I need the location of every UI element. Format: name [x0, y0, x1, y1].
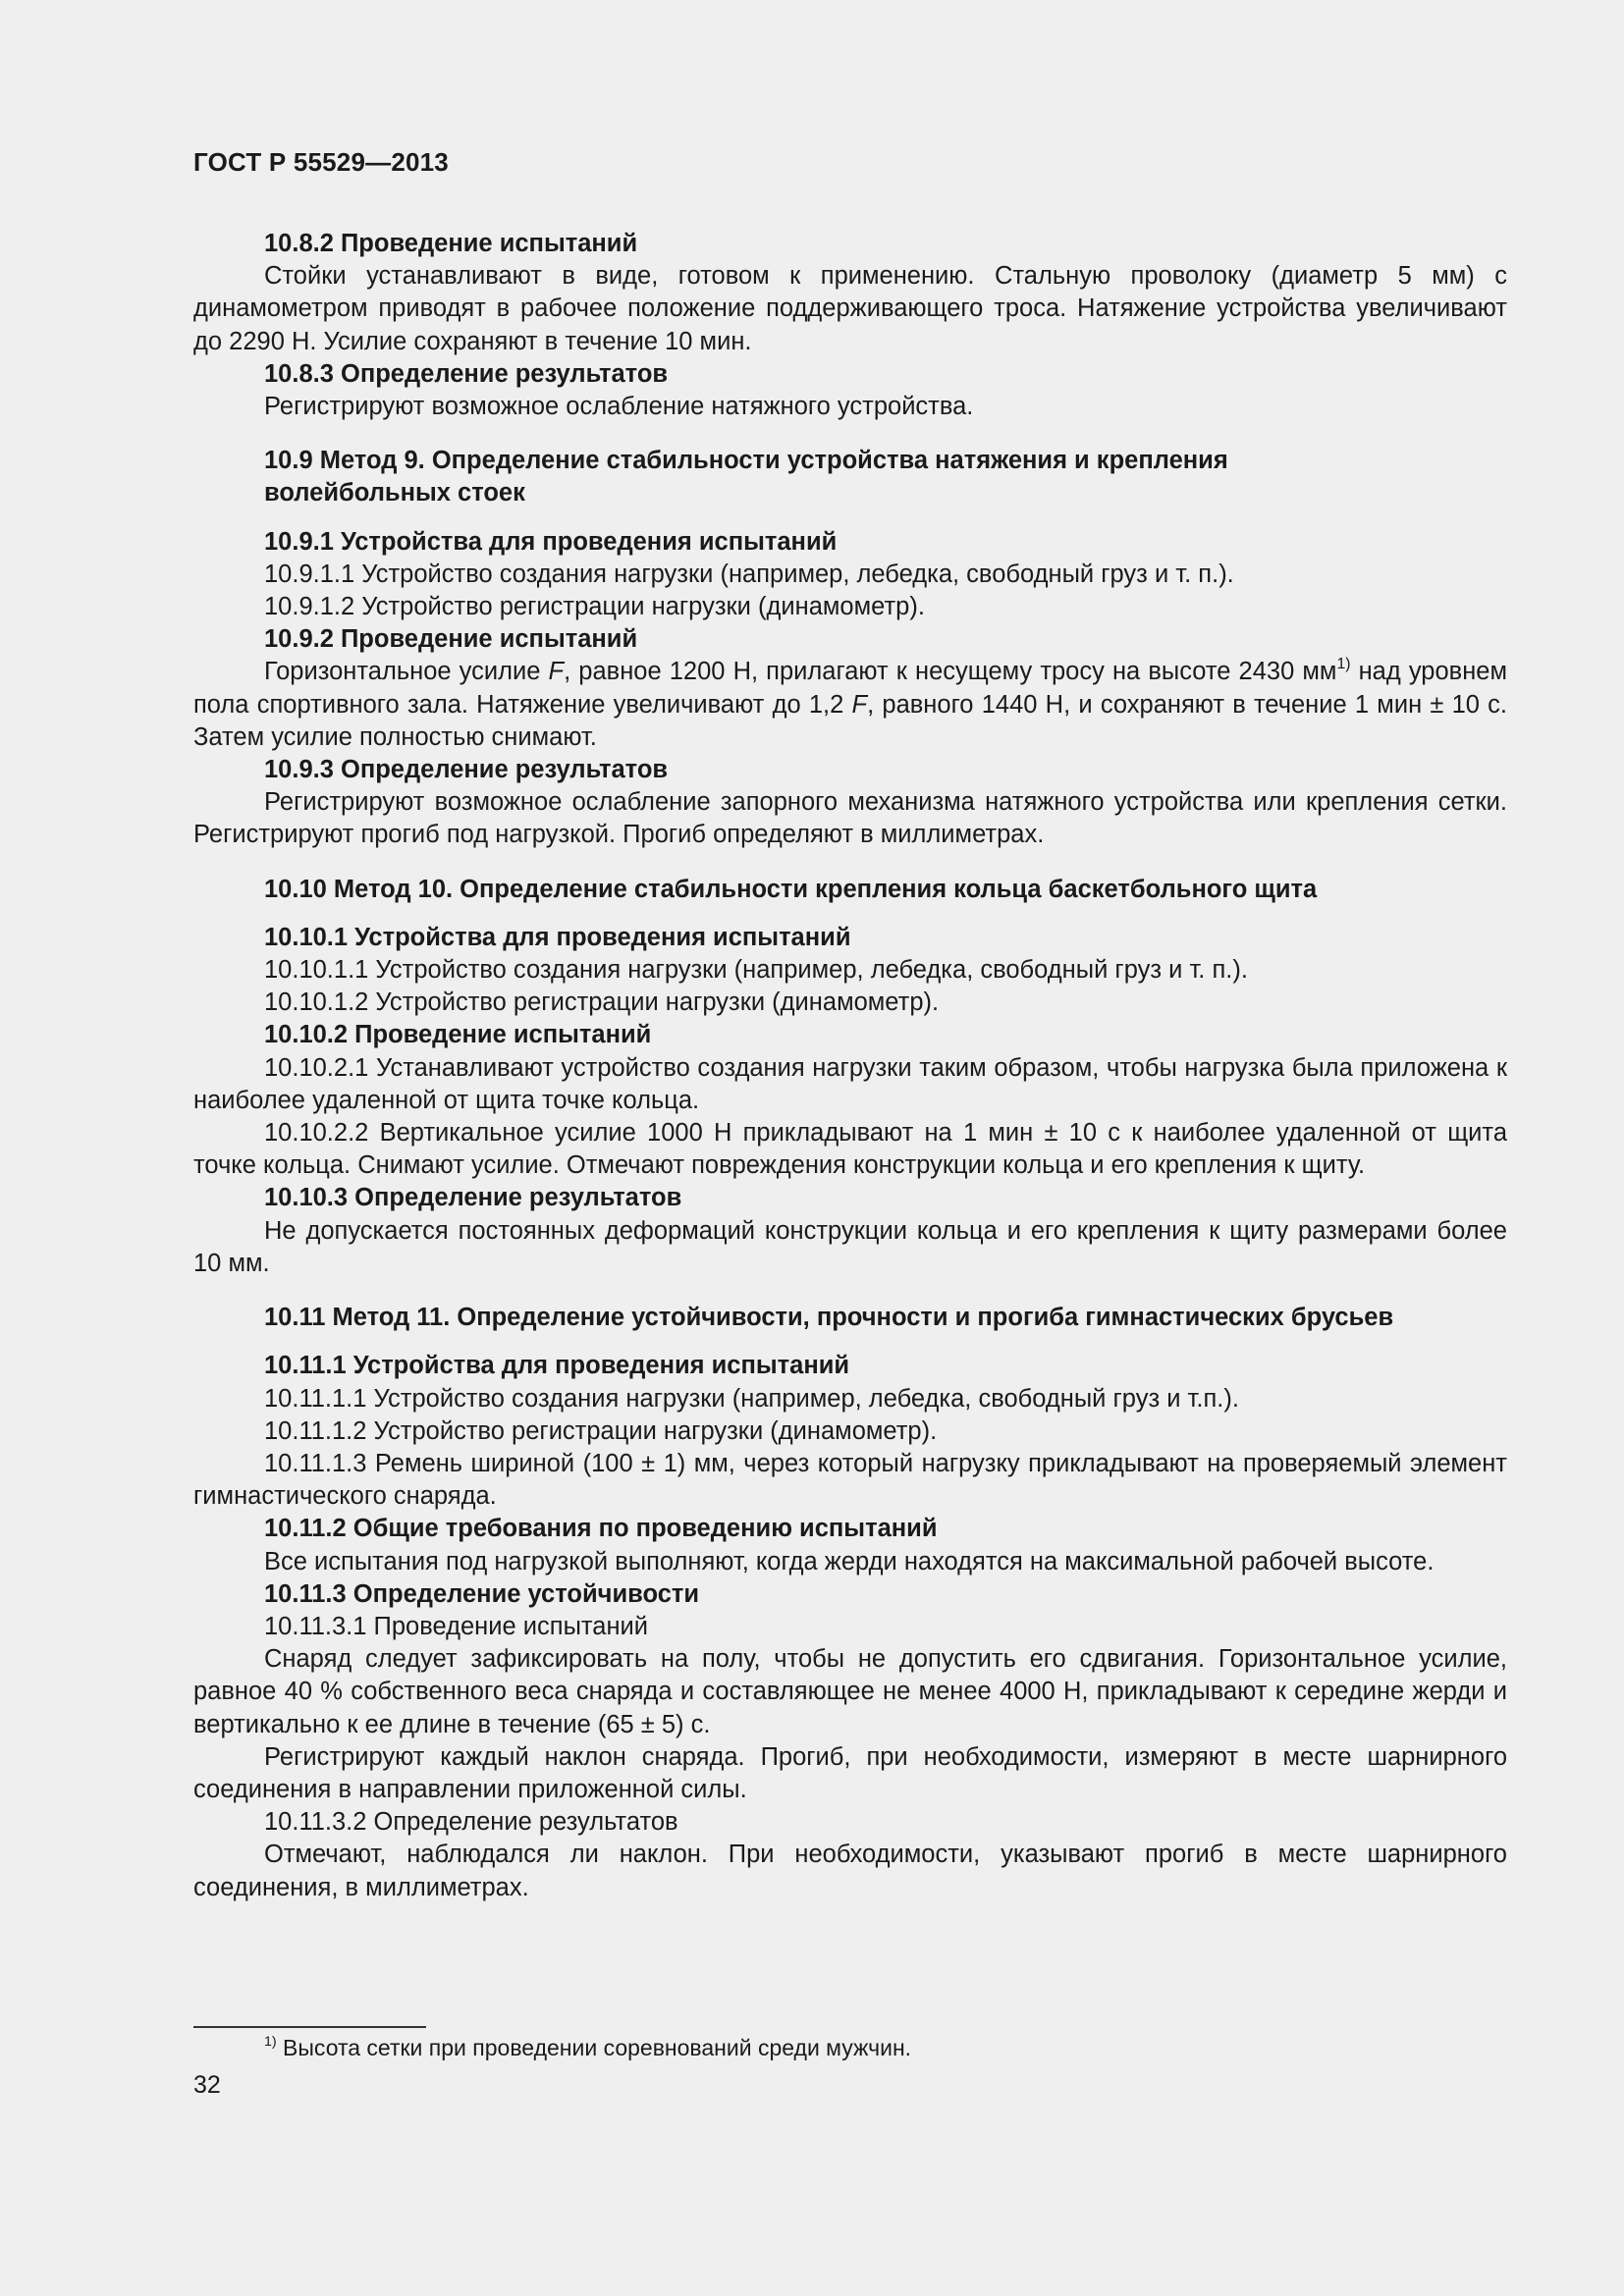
paragraph: 10.11.1.3 Ремень шириной (100 ± 1) мм, через который нагрузку прикладывают на проверяемый элемент гимнастического снаряда.: [193, 1449, 1507, 1511]
section-spacer: [193, 906, 1507, 922]
paragraph: 10.9.1.1 Устройство создания нагрузки (например, лебедка, свободный груз и т. п.).: [264, 560, 1234, 588]
paragraph: Регистрируют возможное ослабление запорного механизма натяжного устройства или крепления сетки. Регистрируют прогиб под нагрузкой. Прогиб определяют в миллиметрах.: [193, 788, 1507, 849]
section-spacer: [193, 1334, 1507, 1350]
footnote-mark: 1): [264, 2033, 277, 2050]
section-heading: 10.9 Метод 9. Определение стабильности устройства натяжения и крепления волейбольных стоек: [264, 447, 1228, 507]
paragraph: 10.10.2.2 Вертикальное усилие 1000 Н прикладывают на 1 мин ± 10 с к наиболее удаленной от щита точке кольца. Снимают усилие. Отмечают повреждения конструкции кольца и его крепления к щиту.: [193, 1119, 1507, 1180]
document-header: ГОСТ Р 55529—2013: [193, 147, 449, 177]
paragraph: 10.10.1.2 Устройство регистрации нагрузки (динамометр).: [264, 988, 940, 1017]
section-heading: 10.9.1 Устройства для проведения испытаний: [264, 527, 838, 556]
section-spacer: [193, 852, 1507, 874]
footnote-divider: [193, 2026, 426, 2028]
section-heading: 10.8.3 Определение результатов: [264, 359, 669, 388]
footnote-ref: 1): [1336, 656, 1351, 673]
paragraph: Снаряд следует зафиксировать на полу, чтобы не допустить его сдвигания. Горизонтальное усилие, равное 40 % собственного веса снаряда и составляющее не менее 4000 Н, прикладывают к середине жерди и вертикально к ее длине в течение (65 ± 5) с.: [193, 1645, 1507, 1738]
section-heading: 10.9.2 Проведение испытаний: [264, 625, 638, 654]
section-heading: 10.8.2 Проведение испытаний: [264, 230, 638, 257]
text-run: , равное 1200 Н, прилагают к несущему тросу на высоте 2430 мм: [564, 658, 1337, 686]
text-run: F: [548, 658, 565, 686]
paragraph: Не допускается постоянных деформаций конструкции кольца и его крепления к щиту размерами более 10 мм.: [193, 1216, 1507, 1277]
text-run: над уровнем пола спортивного зала. Натяжение увеличивают до 1,2: [193, 658, 1508, 719]
paragraph: Отмечают, наблюдался ли наклон. При необходимости, указывают прогиб в месте шарнирного соединения, в миллиметрах.: [193, 1841, 1507, 1901]
footnote: [264, 2033, 911, 2062]
section-heading: 10.10.1 Устройства для проведения испытаний: [264, 923, 851, 951]
text-run: , равного 1440 Н, и сохраняют в течение 1 мин ± 10 с. Затем усилие полностью снимают.: [193, 690, 1507, 751]
section-heading: 10.11.1 Устройства для проведения испытаний: [264, 1352, 850, 1380]
section-heading: 10.10.2 Проведение испытаний: [264, 1021, 652, 1049]
section-spacer: [193, 510, 1507, 526]
section-heading: 10.10.3 Определение результатов: [264, 1184, 682, 1212]
paragraph: 10.11.3.1 Проведение испытаний: [264, 1612, 649, 1640]
document-body: [193, 228, 1507, 1904]
text-run: F: [851, 690, 868, 719]
paragraph: 10.11.3.2 Определение результатов: [264, 1808, 678, 1837]
paragraph: 10.11.1.2 Устройство регистрации нагрузки (динамометр).: [264, 1416, 938, 1445]
paragraph: 10.10.1.1 Устройство создания нагрузки (например, лебедка, свободный груз и т. п.).: [264, 956, 1248, 985]
section-heading: 10.11.3 Определение устойчивости: [264, 1579, 700, 1608]
footnote-text: Высота сетки при проведении соревнований среди мужчин.: [276, 2035, 912, 2060]
paragraph: [193, 656, 1507, 754]
section-heading: 10.11.2 Общие требования по проведению испытаний: [264, 1515, 938, 1543]
paragraph: 10.10.2.1 Устанавливают устройство создания нагрузки таким образом, чтобы нагрузка была приложена к наиболее удаленной от щита точке кольца.: [193, 1053, 1507, 1114]
section-heading: 10.9.3 Определение результатов: [264, 756, 669, 784]
text-run: Горизонтальное усилие: [264, 658, 549, 686]
section-heading: 10.10 Метод 10. Определение стабильности крепления кольца баскетбольного щита: [264, 875, 1318, 903]
paragraph: Регистрируют каждый наклон снаряда. Прогиб, при необходимости, измеряют в месте шарнирного соединения в направлении приложенной силы.: [193, 1742, 1507, 1803]
paragraph: 10.9.1.2 Устройство регистрации нагрузки (динамометр).: [264, 593, 925, 621]
page-number: 32: [193, 2071, 221, 2099]
section-heading: 10.11 Метод 11. Определение устойчивости, прочности и прогиба гимнастических брусьев: [264, 1304, 1394, 1332]
section-spacer: [193, 1280, 1507, 1302]
paragraph: 10.11.1.1 Устройство создания нагрузки (например, лебедка, свободный груз и т.п.).: [264, 1384, 1239, 1413]
paragraph: Все испытания под нагрузкой выполняют, когда жерди находятся на максимальной рабочей высоте.: [264, 1547, 1435, 1575]
section-spacer: [193, 423, 1507, 445]
paragraph: Регистрируют возможное ослабление натяжного устройства.: [264, 393, 974, 421]
paragraph: Стойки устанавливают в виде, готовом к применению. Стальную проволоку (диаметр 5 мм) с динамометром приводят в рабочее положение поддерживающего троса. Натяжение устройства увеличивают до 2290 Н. Усилие сохраняют в течение 10 мин.: [193, 262, 1507, 355]
